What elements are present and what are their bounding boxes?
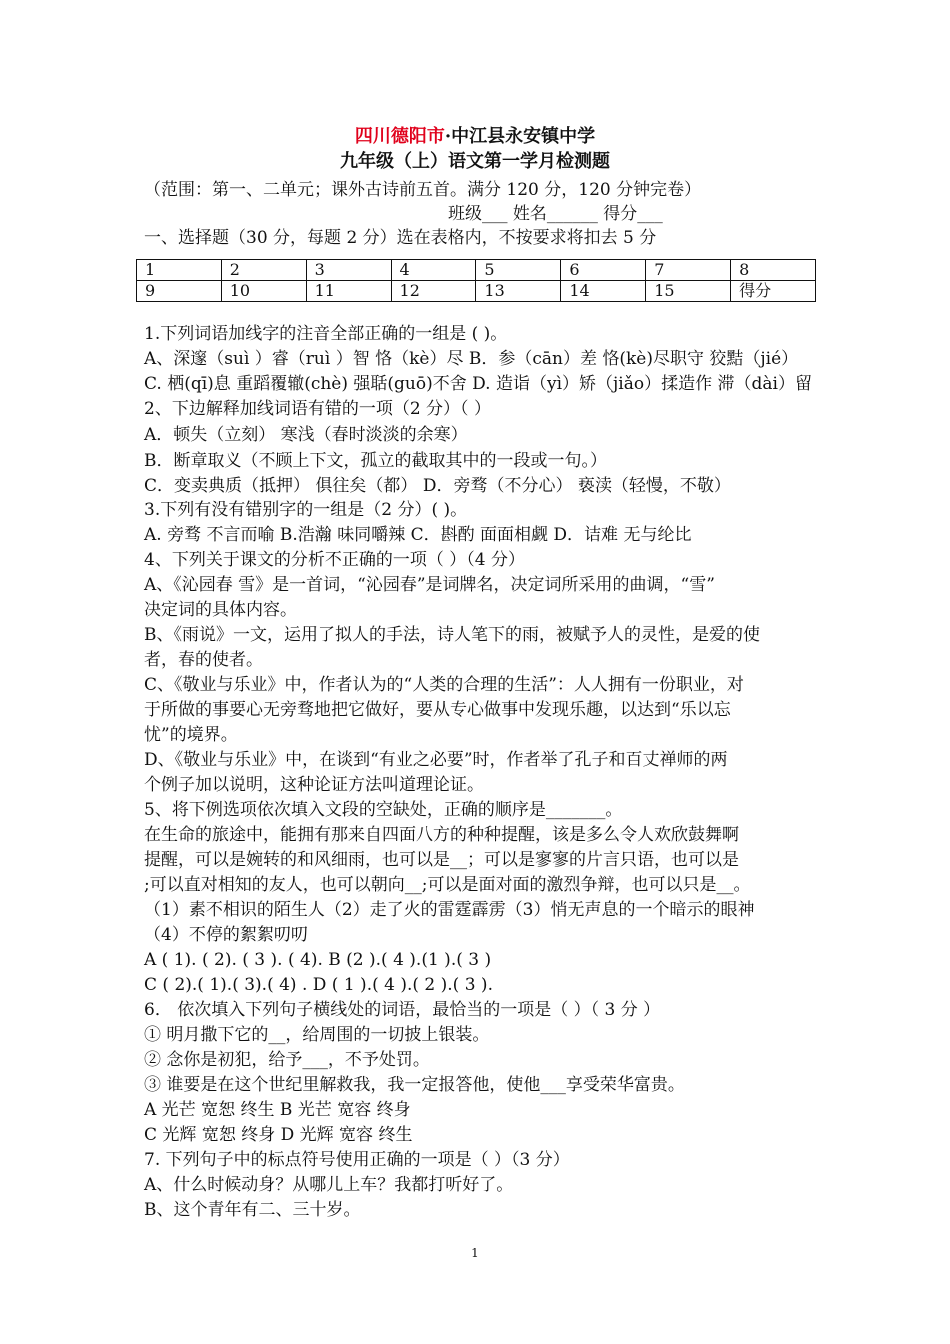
answer-cell: 4 xyxy=(391,260,476,281)
answer-cell: 11 xyxy=(306,281,391,302)
school-region: 四川德阳市 xyxy=(354,126,445,147)
question-line: 于所做的事要心无旁骛地把它做好，要从专心做事中发现乐趣，以达到“乐以忘 xyxy=(144,700,731,720)
question-line: C ( 2).( 1).( 3).( 4) . D ( 1 ).( 4 ).( 2 ).( 3 ). xyxy=(144,975,493,995)
table-row xyxy=(137,281,816,302)
question-line: C．变卖典质（抵押） 俱往矣（都） D．旁骛（不分心） 亵渎（轻慢，不敬） xyxy=(144,476,731,496)
question-line: 者，春的使者。 xyxy=(144,650,263,670)
question-line: B、这个青年有二、三十岁。 xyxy=(144,1200,361,1220)
school-rest: ·中江县永安镇中学 xyxy=(444,126,596,147)
question-line: A、《沁园春 雪》是一首词，“沁园春”是词牌名，决定词所采用的曲调，“雪” xyxy=(144,575,715,595)
question-line: D、《敬业与乐业》中，在谈到“有业之必要”时，作者举了孔子和百丈禅师的两 xyxy=(144,750,728,770)
student-info: 班级___ 姓名______ 得分___ xyxy=(448,204,663,224)
question-line: A．顿失（立刻） 寒浅（春时淡淡的余寒） xyxy=(144,425,468,445)
page-number: 1 xyxy=(471,1246,479,1260)
section-heading: 一、选择题（30 分，每题 2 分）选在表格内，不按要求将扣去 5 分 xyxy=(144,228,657,248)
question-line: （1）素不相识的陌生人（2）走了火的雷霆霹雳（3）悄无声息的一个暗示的眼神 xyxy=(144,900,755,920)
question-line: A 光芒 宽恕 终生 B 光芒 宽容 终身 xyxy=(144,1100,411,1120)
question-line: A、什么时候动身？从哪儿上车？我都打听好了。 xyxy=(144,1175,514,1195)
answer-cell: 12 xyxy=(391,281,476,302)
question-line: 3.下列有没有错别字的一组是（2 分）( )。 xyxy=(144,500,468,520)
question-line: 6． 依次填入下列句子横线处的词语，最恰当的一项是（ ）（ 3 分 ） xyxy=(144,1000,661,1020)
answer-cell: 8 xyxy=(731,260,816,281)
question-line: A. 旁骛 不言而喻 B.浩瀚 味同嚼辣 C．斟酌 面面相觑 D．诘难 无与纶比 xyxy=(144,525,692,545)
question-line: 决定词的具体内容。 xyxy=(144,600,297,620)
question-line: ② 念你是初犯，给予___，不予处罚。 xyxy=(144,1050,430,1070)
answer-cell: 14 xyxy=(561,281,646,302)
question-line: A、深邃（suì ）睿（ruì ）智 恪（kè）尽 B．参（cān）差 恪(kè)尽职守 狡黠（jié） xyxy=(144,349,799,369)
answer-cell: 9 xyxy=(137,281,222,302)
question-line: C、《敬业与乐业》中，作者认为的“人类的合理的生活”：人人拥有一份职业，对 xyxy=(144,675,744,695)
score-cell: 得分 xyxy=(731,281,816,302)
answer-cell: 3 xyxy=(306,260,391,281)
question-line: ;可以直对相知的友人，也可以朝向__;可以是面对面的激烈争辩，也可以只是__。 xyxy=(144,875,751,895)
question-line: ③ 谁要是在这个世纪里解救我，我一定报答他，使他___享受荣华富贵。 xyxy=(144,1075,685,1095)
question-line: 2、下边解释加线词语有错的一项（2 分）（ ） xyxy=(144,399,491,419)
table-row xyxy=(137,260,816,281)
question-line: 在生命的旅途中，能拥有那来自四面八方的种种提醒，该是多么令人欢欣鼓舞啊 xyxy=(144,825,739,845)
question-line: B、《雨说》一文，运用了拟人的手法，诗人笔下的雨，被赋予人的灵性，是爱的使 xyxy=(144,625,760,645)
question-line: ① 明月撒下它的__，给周围的一切披上银装。 xyxy=(144,1025,490,1045)
answer-cell: 15 xyxy=(646,281,731,302)
question-line: 5、将下例选项依次填入文段的空缺处，正确的顺序是_______。 xyxy=(144,800,623,820)
question-line: C. 栖(qī)息 重蹈覆辙(chè) 强聒(guō)不舍 D. 造诣（yì）矫（jiǎo）揉造作 滞（dài）留 xyxy=(144,374,812,394)
answer-cell: 2 xyxy=(221,260,306,281)
answer-table xyxy=(136,259,816,302)
question-line: 忧”的境界。 xyxy=(144,725,238,745)
question-line: （4）不停的絮絮叨叨 xyxy=(144,925,308,945)
exam-title: 九年级（上）语文第一学月检测题 xyxy=(340,151,610,172)
question-line: C 光辉 宽恕 终身 D 光辉 宽容 终生 xyxy=(144,1125,413,1145)
exam-scope: （范围：第一、二单元；课外古诗前五首。满分 120 分，120 分钟完卷） xyxy=(144,180,702,200)
answer-cell: 10 xyxy=(221,281,306,302)
question-line: A ( 1). ( 2). ( 3 ). ( 4). B (2 ).( 4 ).(1 ).( 3 ) xyxy=(144,950,492,970)
answer-cell: 13 xyxy=(476,281,561,302)
question-line: 7. 下列句子中的标点符号使用正确的一项是（ ）（3 分） xyxy=(144,1150,570,1170)
question-line: B．断章取义（不顾上下文，孤立的截取其中的一段或一句。） xyxy=(144,451,607,471)
question-line: 4、下列关于课文的分析不正确的一项（ ）（4 分） xyxy=(144,550,525,570)
answer-cell: 1 xyxy=(137,260,222,281)
question-line: 提醒，可以是婉转的和风细雨，也可以是__；可以是寥寥的片言只语，也可以是 xyxy=(144,850,739,870)
answer-cell: 5 xyxy=(476,260,561,281)
question-line: 个例子加以说明，这种论证方法叫道理论证。 xyxy=(144,775,484,795)
answer-cell: 7 xyxy=(646,260,731,281)
question-line: 1.下列词语加线字的注音全部正确的一组是 ( )。 xyxy=(144,324,508,344)
answer-cell: 6 xyxy=(561,260,646,281)
school-name xyxy=(0,124,950,150)
